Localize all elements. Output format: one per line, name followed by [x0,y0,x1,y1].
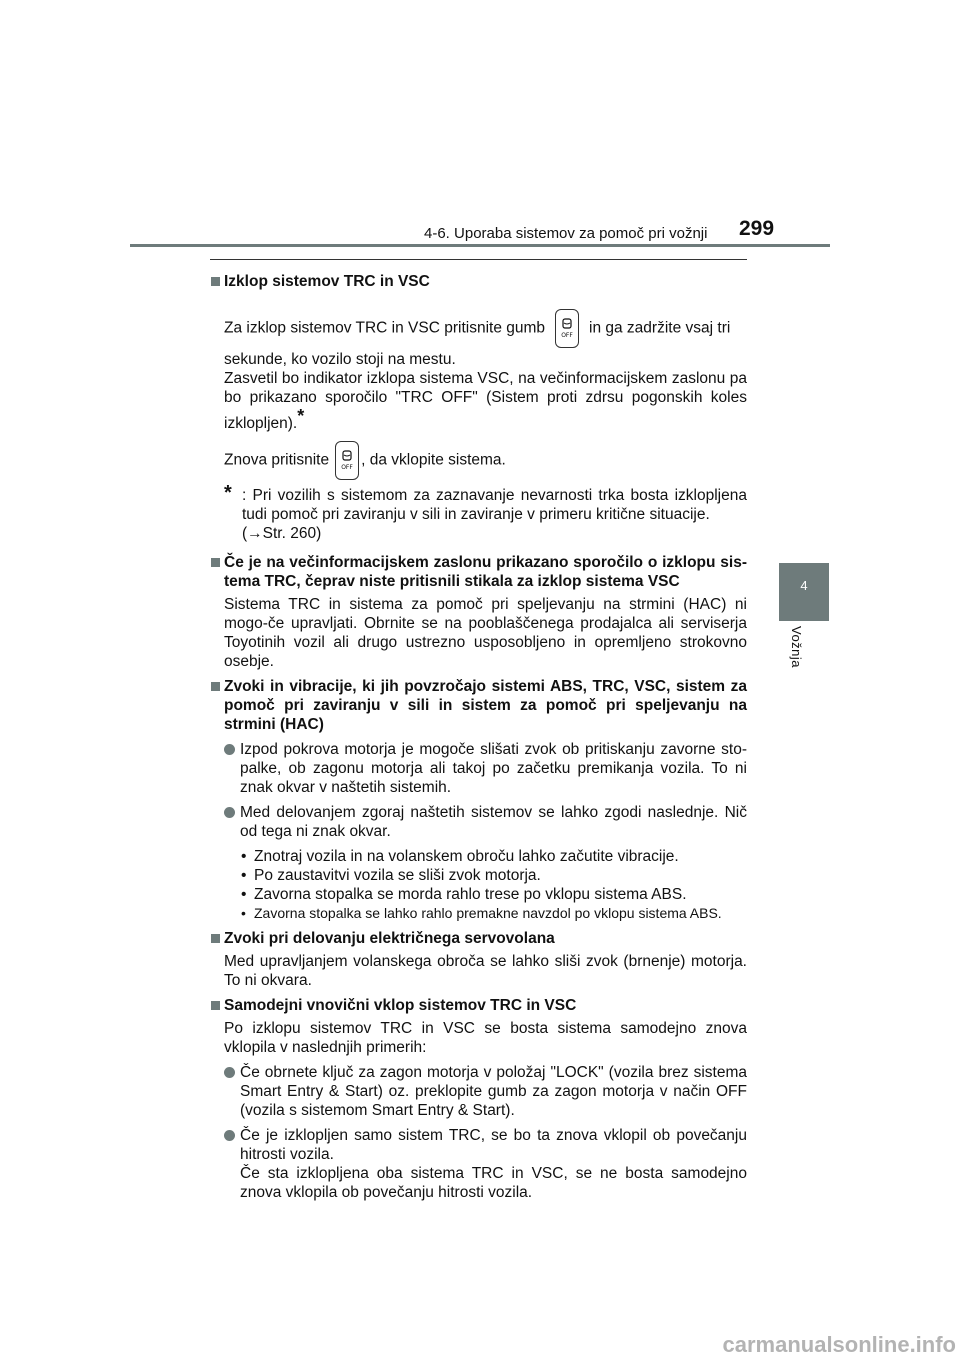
content-rule [210,259,747,260]
sub-list-item: • Zavorna stopalka se lahko rahlo premakne navzdol po vklopu sistema ABS. [241,905,722,922]
sub-list-item: • Znotraj vozila in na volanskem obroču lahko začutite vibracije. [241,848,679,866]
footnote: * : Pri vozilih s sistemom za zaznavanje nevarnosti trka bosta izklopljena tudi pomoč pri zaviranju v sili in zaviranje v primeru kritične situacije. [224,482,747,524]
paragraph: Med upravljanjem volanskega obroča se lahko sliši zvok (brnenje) motorja. To ni okvara. [224,953,747,990]
paragraph: Po izklopu sistemov TRC in VSC se bosta sistema samodejno znova vklopila v naslednjih primerih: [224,1020,747,1057]
heading-square-icon [211,934,220,943]
paragraph: Za izklop sistemov TRC in VSC pritisnite gumb OFF in ga zadržite vsaj tri [210,309,747,348]
heading-auto-reenable: Samodejni vnovični vklop sistemov TRC in VSC [210,996,747,1015]
footnote-page-ref: (→Str. 260) [242,525,322,543]
paragraph: Znova pritisnite OFF , da vklopite sistema. [210,441,747,480]
heading-trc-message: Če je na večinformacijskem zaslonu prikazano sporočilo o izklopu sis-tema TRC, čeprav niste pritisnili stikala za izklop sistema VSC [210,553,747,591]
heading-square-icon [211,682,220,691]
bullet-dot-icon [224,1130,235,1141]
list-item: Če je izklopljen samo sistem TRC, se bo ta znova vklopil ob povečanju hitrosti vozila. Če sta izklopljena oba sistema TRC in VSC, se ne bosta samodejno znova vklopila ob povečanju hitrosti vozila. [210,1126,747,1202]
heading-trc-vsc-off: Izklop sistemov TRC in VSC [210,272,747,291]
vsc-off-button-icon [335,441,359,480]
paragraph: Sistema TRC in sistema za pomoč pri speljevanju na strmini (HAC) ni mogo-če upravljati. Obrnite se na pooblaščenega prodajalca ali serviserja Toyotinih vozil ali drugo ustrezno usposobljeno in opremljeno strokovno osebje. [224,596,747,671]
bullet-dot-icon [224,807,235,818]
list-item: Izpod pokrova motorja je mogoče slišati zvok ob pritiskanju zavorne sto-palke, ob zagonu motorja ali takoj po začetku premikanja vozila. To ni znak okvar v naštetih sistemih. [210,740,747,797]
list-item: Če obrnete ključ za zagon motorja v položaj "LOCK" (vozila brez sistema Smart Entry & Start) oz. preklopite gumb za zagon motorja v način OFF (vozila s sistemom Smart Entry & Start). [210,1063,747,1120]
heading-power-steering: Zvoki pri delovanju električnega servovolana [210,929,747,948]
heading-square-icon [211,277,220,286]
paragraph: Zasvetil bo indikator izklopa sistema VSC, na večinformacijskem zaslonu pa bo prikazano sporočilo "TRC OFF" (Sistem proti zdrsu pogonskih koles izklopljen).* [224,370,747,433]
svg-text:OFF: OFF [561,332,573,339]
chapter-number: 4 [800,578,808,593]
section-title: 4-6. Uporaba sistemov za pomoč pri vožnji [424,225,708,242]
sub-list-item: • Po zaustavitvi vozila se sliši zvok motorja. [241,867,541,885]
content [210,266,747,1202]
heading-sounds-vibrations: Zvoki in vibracije, ki jih povzročajo sistemi ABS, TRC, VSC, sistem za pomoč pri zaviranju v sili in sistem za pomoč pri speljevanju na strmini (HAC) [210,677,747,734]
bullet-dot-icon [224,744,235,755]
heading-square-icon [211,558,220,567]
list-item: Med delovanjem zgoraj naštetih sistemov se lahko zgodi naslednje. Nič od tega ni znak okvar. [210,803,747,841]
svg-text:OFF: OFF [341,464,353,472]
heading-square-icon [211,1001,220,1010]
vsc-off-button-icon [555,309,579,348]
header-rule [130,244,830,247]
bullet-dot-icon [224,1067,235,1078]
paragraph: sekunde, ko vozilo stoji na mestu. [224,351,456,368]
watermark: carmanualsonline.info [722,1332,956,1357]
sub-list-item: • Zavorna stopalka se morda rahlo trese po vklopu sistema ABS. [241,886,687,904]
page-number: 299 [739,217,775,240]
chapter-title: Vožnja [789,626,804,669]
